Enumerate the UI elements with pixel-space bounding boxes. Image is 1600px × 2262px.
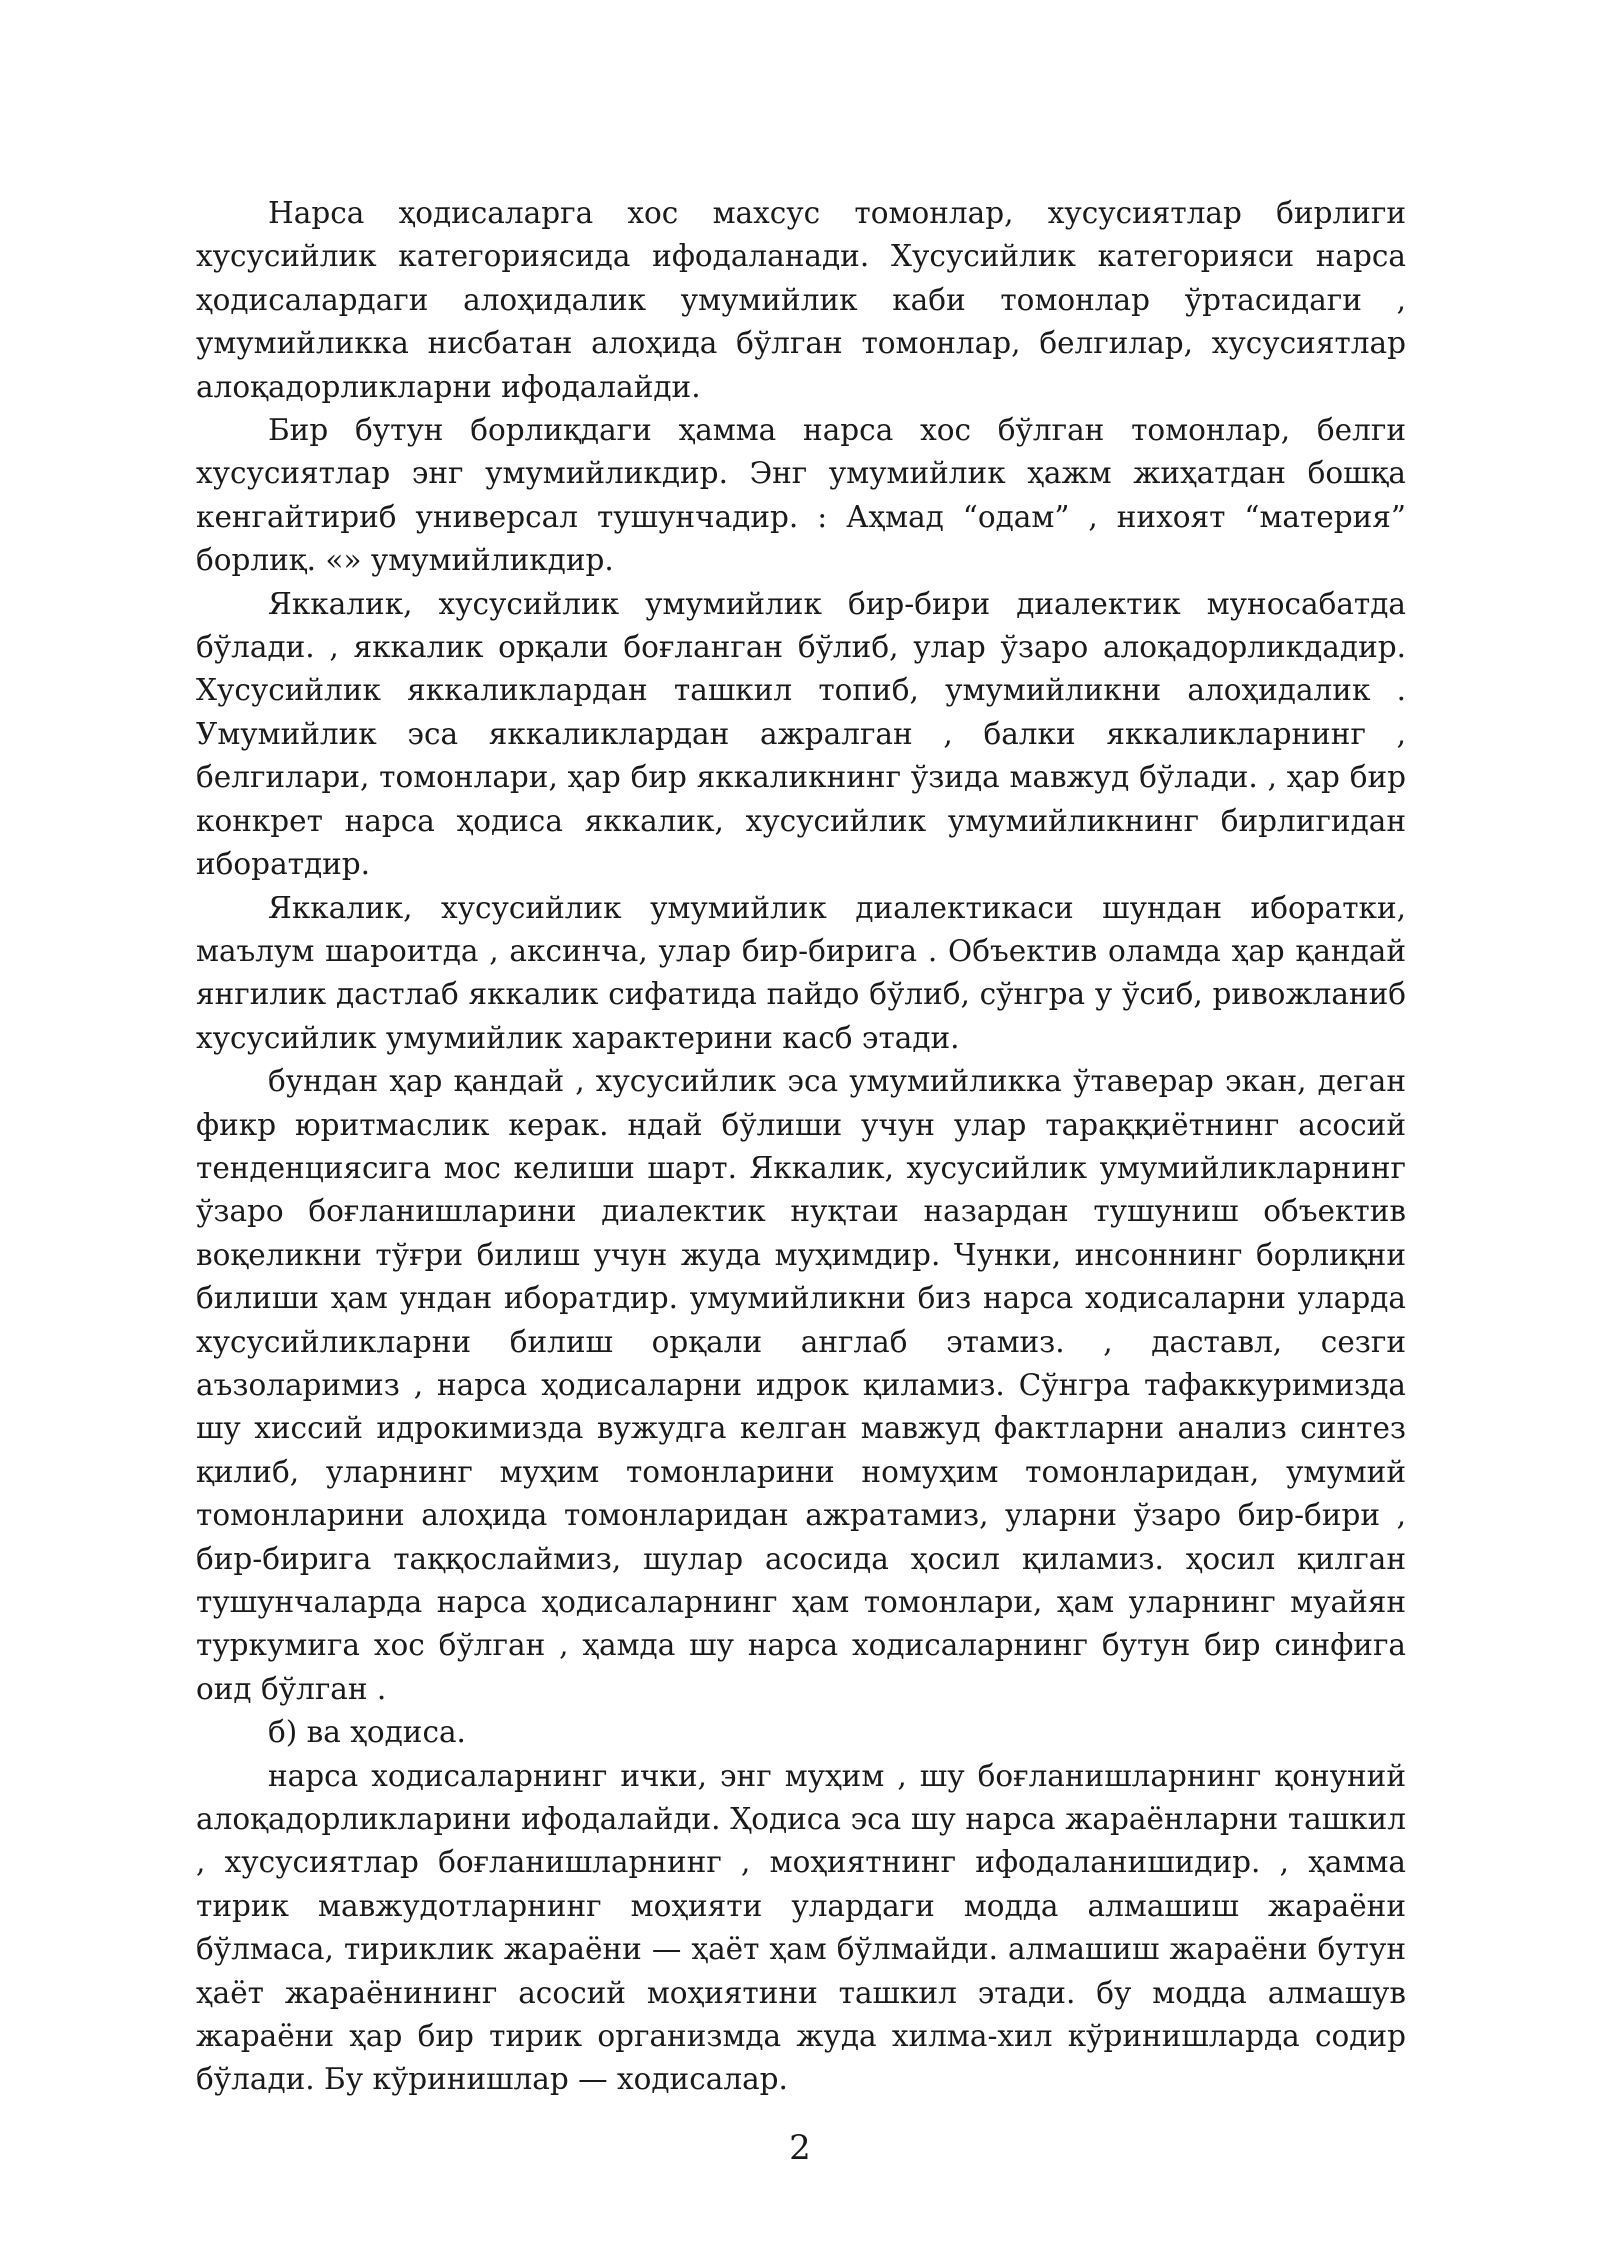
paragraph: Бир бутун борлиқдаги ҳамма нарса хос бўлган томонлар, белги хусусиятлар энг умумийликдир. Энг умумийлик ҳажм жиҳатдан бошқа кенгайтириб универсал тушунчадир. : Аҳмад “одам” , нихоят “материя” борлиқ. «» умумийликдир. [196,413,1406,578]
paragraph: Яккалик, хусусийлик умумийлик бир-бири диалектик муносабатда бўлади. , яккалик орқали боғланган бўлиб, улар ўзаро алоқадорликдадир. Хусусийлик яккаликлардан ташкил топиб, умумийликни алоҳидалик . Умумийлик эса яккаликлардан ажралган , балки яккаликларнинг , белгилари, томонлари, ҳар бир яккаликнинг ўзида мавжуд бўлади. , ҳар бир конкрет нарса ҳодиса яккалик, хусусийлик умумийликнинг бирлигидан иборатдир. [196,586,1406,882]
document-body [196,192,1406,2102]
paragraph: Яккалик, хусусийлик умумийлик диалектикаси шундан иборатки, маълум шароитда , аксинча, улар бир-бирига . Объектив оламда ҳар қандай янгилик дастлаб яккалик сифатида пайдо бўлиб, сўнгра у ўсиб, ривожланиб хусусийлик умумийлик характерини касб этади. [196,890,1406,1055]
section-heading: б) ва ҳодиса. [268,1715,466,1750]
paragraph: Нарса ҳодисаларга хос махсус томонлар, хусусиятлар бирлиги хусусийлик категориясида ифодаланади. Хусусийлик категорияси нарса ҳодисалардаги алоҳидалик умумийлик каби томонлар ўртасидаги , умумийликка нисбатан алоҳида бўлган томонлар, белгилар, хусусиятлар алоқадорликларни ифодалайди. [196,196,1406,404]
paragraph: бундан ҳар қандай , хусусийлик эса умумийликка ўтаверар экан, деган фикр юритмаслик керак. ндай бўлиши учун улар тараққиётнинг асосий тенденциясига мос келиши шарт. Яккалик, хусусийлик умумийликларнинг ўзаро боғланишларини диалектик нуқтаи назардан тушуниш объектив воқеликни тўғри билиш учун жуда муҳимдир. Чунки, инсоннинг борлиқни билиши ҳам ундан иборатдир. умумийликни биз нарса ходисаларни уларда хусусийликларни билиш орқали англаб этамиз. , даставл, сезги аъзоларимиз , нарса ҳодисаларни идрок қиламиз. Сўнгра тафаккуримизда шу хиссий идрокимизда вужудга келган мавжуд фактларни анализ синтез қилиб, уларнинг муҳим томонларини номуҳим томонларидан, умумий томонларини алоҳида томонларидан ажратамиз, уларни ўзаро бир-бири , бир-бирига таққослаймиз, шулар асосида ҳосил қиламиз. ҳосил қилган тушунчаларда нарса ҳодисаларнинг ҳам томонлари, ҳам уларнинг муайян туркумига хос бўлган , ҳамда шу нарса ходисаларнинг бутун бир синфига оид бўлган . [196,1064,1406,1706]
paragraph: нарса ходисаларнинг ички, энг муҳим , шу боғланишларнинг қонуний алоқадорликларини ифодалайди. Ҳодиса эса шу нарса жараёнларни ташкил , хусусиятлар боғланишларнинг , моҳиятнинг ифодаланишидир. , ҳамма тирик мавжудотларнинг моҳияти улардаги модда алмашиш жараёни бўлмаса, тириклик жараёни — ҳаёт ҳам бўлмайди. алмашиш жараёни бутун ҳаёт жараёнининг асосий моҳиятини ташкил этади. бу модда алмашув жараёни ҳар бир тирик организмда жуда хилма-хил кўринишларда содир бўлади. Бу кўринишлар — ходисалар. [196,1758,1406,2097]
page-number: 2 [789,2128,811,2168]
